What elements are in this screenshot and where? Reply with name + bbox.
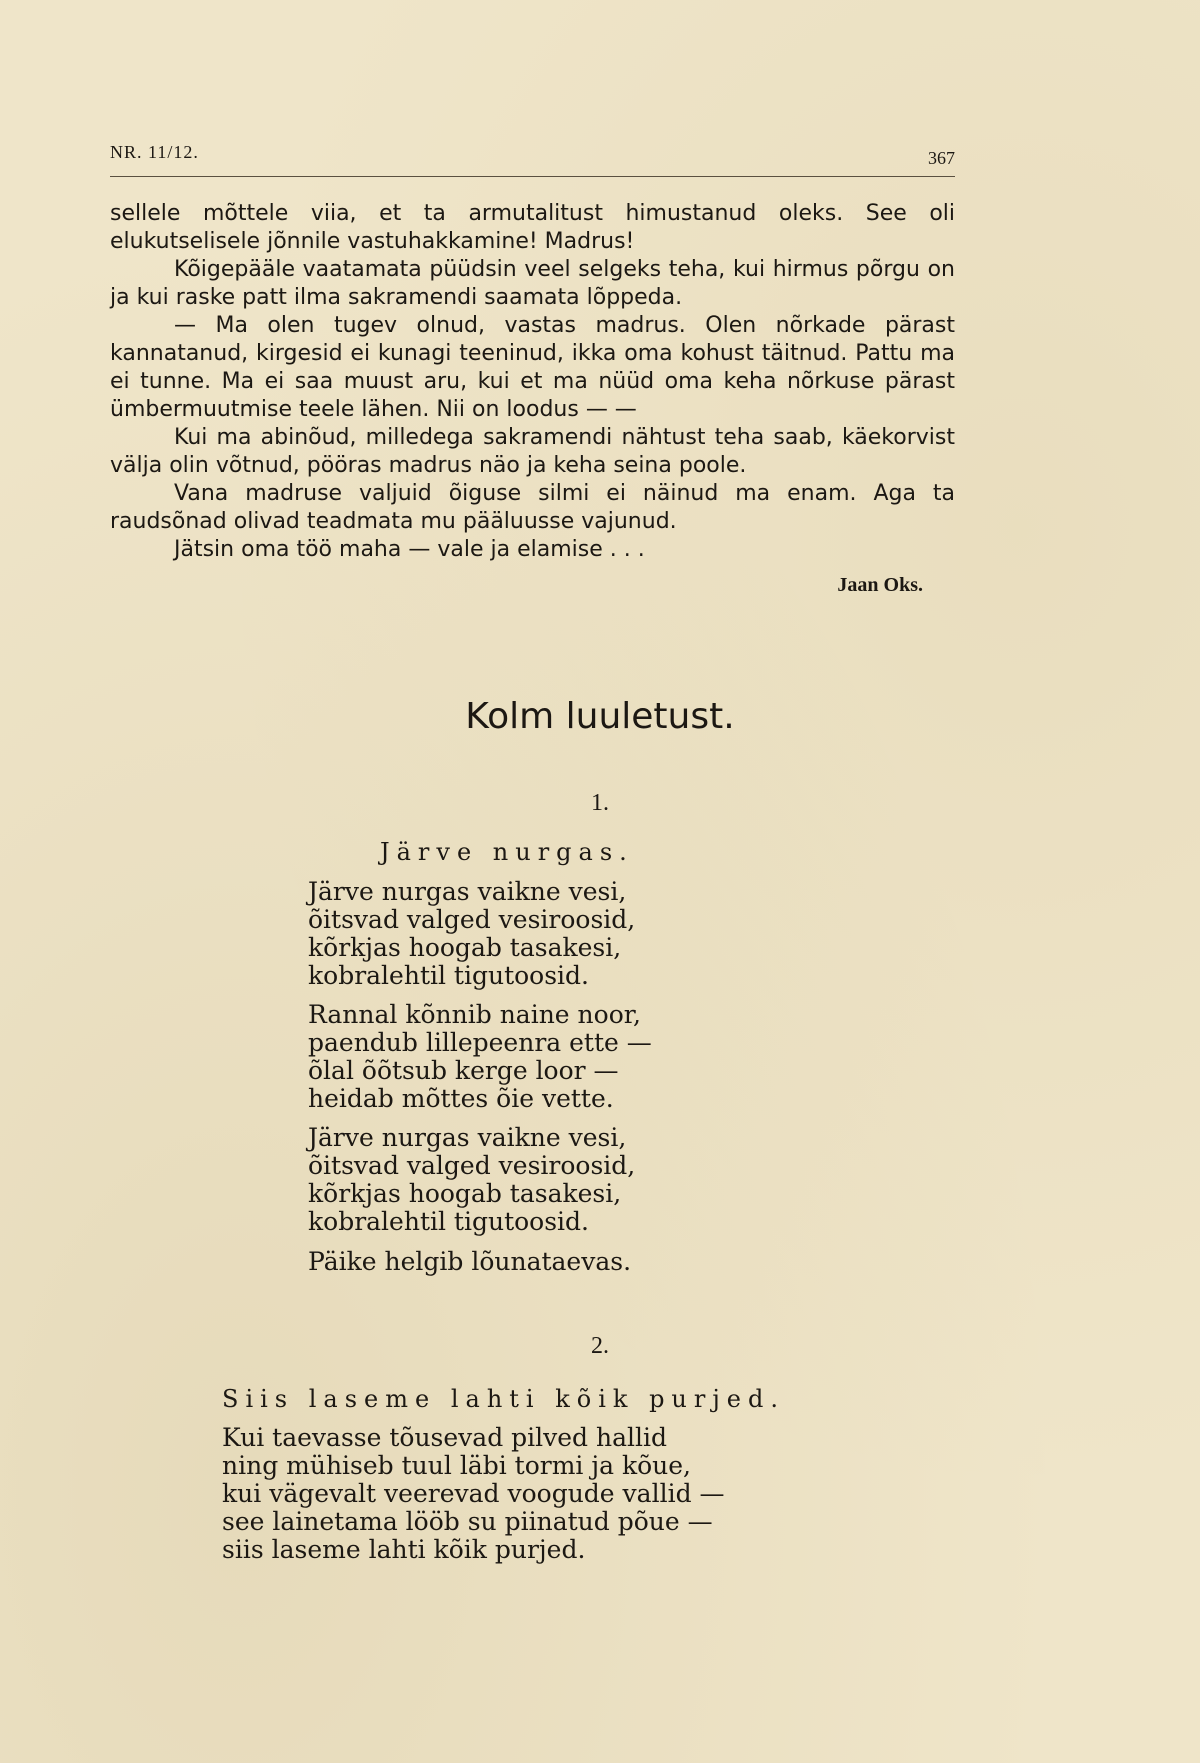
verse-line: kobralehtil tigutoosid. [308, 961, 590, 990]
prose-paragraph: Jätsin oma töö maha — vale ja elamise . . . [174, 537, 645, 562]
stanza-1-closing [308, 1248, 631, 1276]
verse-line: kobralehtil tigutoosid. [308, 1207, 590, 1236]
running-head [110, 142, 955, 182]
stanza-1-3 [308, 1124, 635, 1236]
prose-paragraph: — Ma olen tugev olnud, vastas madrus. Olen nõrkade pärast kannatanud, kirgesid ei kunagi teeninud, ikka oma kohust täitnud. Pattu ma ei tunne. Ma ei saa muust aru, kui et ma nüüd oma keha nõrkuse pärast ümbermuutmise teele lähen. Nii on loodus — — [110, 313, 955, 422]
verse-line: kõrkjas hoogab tasakesi, [308, 933, 622, 962]
stanza-2-1 [222, 1424, 725, 1564]
verse-line: heidab mõttes õie vette. [308, 1084, 614, 1113]
issue-number: NR. 11/12. [110, 142, 199, 162]
verse-line: see lainetama lööb su piinatud põue — [222, 1507, 713, 1536]
poem-subtitle-2: Siis laseme lahti kõik purjed. [222, 1385, 785, 1413]
prose-block [110, 200, 955, 564]
verse-line: Järve nurgas vaikne vesi, [308, 877, 627, 906]
page-number: 367 [928, 148, 955, 168]
verse-line: siis laseme lahti kõik purjed. [222, 1535, 586, 1564]
verse-line: Päike helgib lõunataevas. [308, 1247, 632, 1276]
author-signature: Jaan Oks. [837, 574, 923, 596]
stanza-1-2 [308, 1001, 652, 1113]
verse-line: ning mühiseb tuul läbi tormi ja kõue, [222, 1451, 692, 1480]
prose-paragraph: sellele mõttele viia, et ta armutalitust himustanud oleks. See oli elukutselisele jõnnile vastuhakkamine! Madrus! [110, 201, 955, 254]
verse-line: õlal õõtsub kerge loor — [308, 1056, 619, 1085]
verse-line: Rannal kõnnib naine noor, [308, 1000, 641, 1029]
verse-line: kui vägevalt veerevad voogude vallid — [222, 1479, 725, 1508]
stanza-1-1 [308, 878, 635, 990]
verse-line: kõrkjas hoogab tasakesi, [308, 1179, 622, 1208]
verse-line: õitsvad valged vesiroosid, [308, 905, 636, 934]
section-number-1: 1. [591, 790, 609, 816]
section-number-2: 2. [591, 1333, 609, 1359]
prose-paragraph: Kui ma abinõud, milledega sakramendi nähtust teha saab, käekorvist välja olin võtnud, pööras madrus näo ja keha seina poole. [110, 425, 955, 478]
prose-paragraph: Kõigepääle vaatamata püüdsin veel selgeks teha, kui hirmus põrgu on ja kui raske patt ilma sakramendi saamata lõppeda. [110, 257, 955, 310]
verse-line: paendub lillepeenra ette — [308, 1028, 652, 1057]
header-rule [110, 176, 955, 177]
verse-line: õitsvad valged vesiroosid, [308, 1151, 636, 1180]
poem-subtitle-1: Järve nurgas. [380, 838, 634, 866]
poem-title: Kolm luuletust. [465, 696, 735, 737]
verse-line: Järve nurgas vaikne vesi, [308, 1123, 627, 1152]
prose-paragraph: Vana madruse valjuid õiguse silmi ei näinud ma enam. Aga ta raudsõnad olivad teadmata mu pääluusse vajunud. [110, 481, 955, 534]
verse-line: Kui taevasse tõusevad pilved hallid [222, 1423, 668, 1452]
